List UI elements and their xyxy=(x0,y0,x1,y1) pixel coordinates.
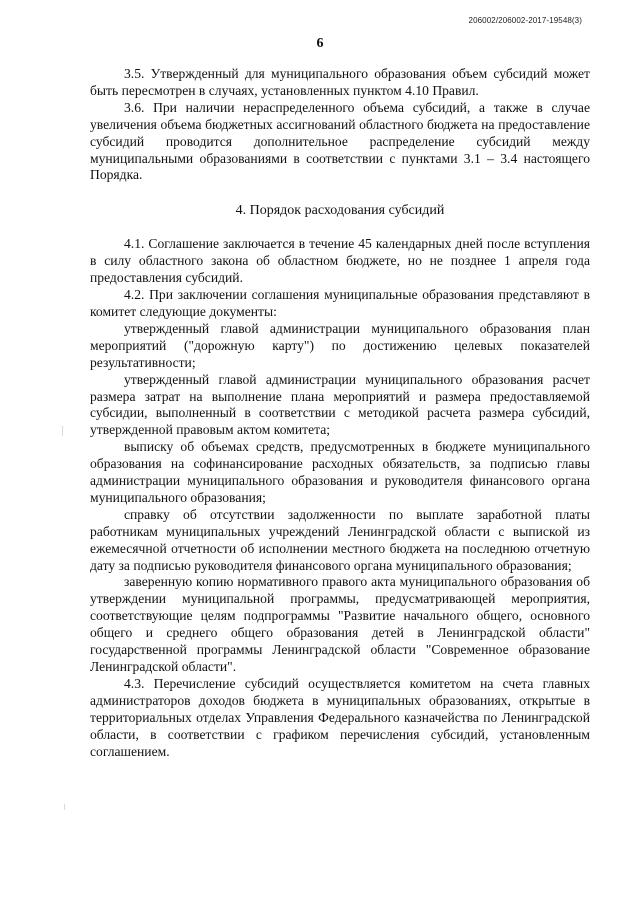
document-item-program-act-copy: заверенную копию нормативного правого акта муниципального образования об утверждении муниципальной программы, предусматривающей мероприятия, соответствующие целям подпрограммы "Развитие начального общего, основного общего и среднего общего образования детей в Ленинградской области" государственной программы Ленинградской области "Современное образование Ленинградской области". xyxy=(90,574,590,674)
document-item-no-debt-certificate: справку об отсутствии задолженности по выплате заработной платы работникам муниципальных учреждений Ленинградской области с выпиской из ежемесячной отчетности об исполнении местного бюджета на последнюю отчетную дату за подписью руководителя финансового органа муниципального образования; xyxy=(90,506,590,573)
page-number: 6 xyxy=(316,36,324,51)
document-item-cost-calculation: утвержденный главой администрации муниципального образования расчет размера затрат на выполнение плана мероприятий и размера предоставляемой субсидии, выполненный в соответствии с методикой расчета размера субсидий, утвержденной правовым актом комитета; xyxy=(90,371,590,438)
paragraph-4-2: 4.2. При заключении соглашения муниципальные образования представляют в комитет следующие документы: xyxy=(90,287,590,319)
paragraph-4-3: 4.3. Перечисление субсидий осуществляется комитетом на счета главных администраторов доходов бюджета в муниципальных образованиях, открытые в территориальных отделах Управления Федерального казначейства по Ленинградской области, в соответствии с графиком перечисления субсидий, установленным соглашением. xyxy=(90,675,590,759)
paragraph-4-1: 4.1. Соглашение заключается в течение 45 календарных дней после вступления в силу областного закона об областном бюджете, но не позднее 1 апреля года предоставления субсидий. xyxy=(90,236,590,286)
document-item-budget-extract: выписку об объемах средств, предусмотренных в бюджете муниципального образования на софинансирование расходных обязательств, за подписью главы администрации муниципального образования и руководителя финансового органа муниципального образования; xyxy=(90,439,590,505)
document-id: 206002/206002-2017-19548(3) xyxy=(468,16,582,25)
section-4-heading: 4. Порядок расходования субсидий xyxy=(235,203,445,219)
document-item-roadmap: утвержденный главой администрации муниципального образования план мероприятий ("дорожную карту") по достижению целевых показателей результативности; xyxy=(90,320,590,370)
document-body xyxy=(90,66,590,760)
scan-mark xyxy=(62,426,63,436)
paragraph-3-5: 3.5. Утвержденный для муниципального образования объем субсидий может быть пересмотрен в случаях, установленных пунктом 4.10 Правил. xyxy=(90,66,590,98)
paragraph-3-6: 3.6. При наличии нераспределенного объема субсидий, а также в случае увеличения объема бюджетных ассигнований областного бюджета на предоставление субсидий проводится дополнительное распределение субсидий между муниципальными образованиями в соответствии с пунктами 3.1 – 3.4 настоящего Порядка. xyxy=(90,99,590,183)
scan-mark xyxy=(64,804,65,810)
